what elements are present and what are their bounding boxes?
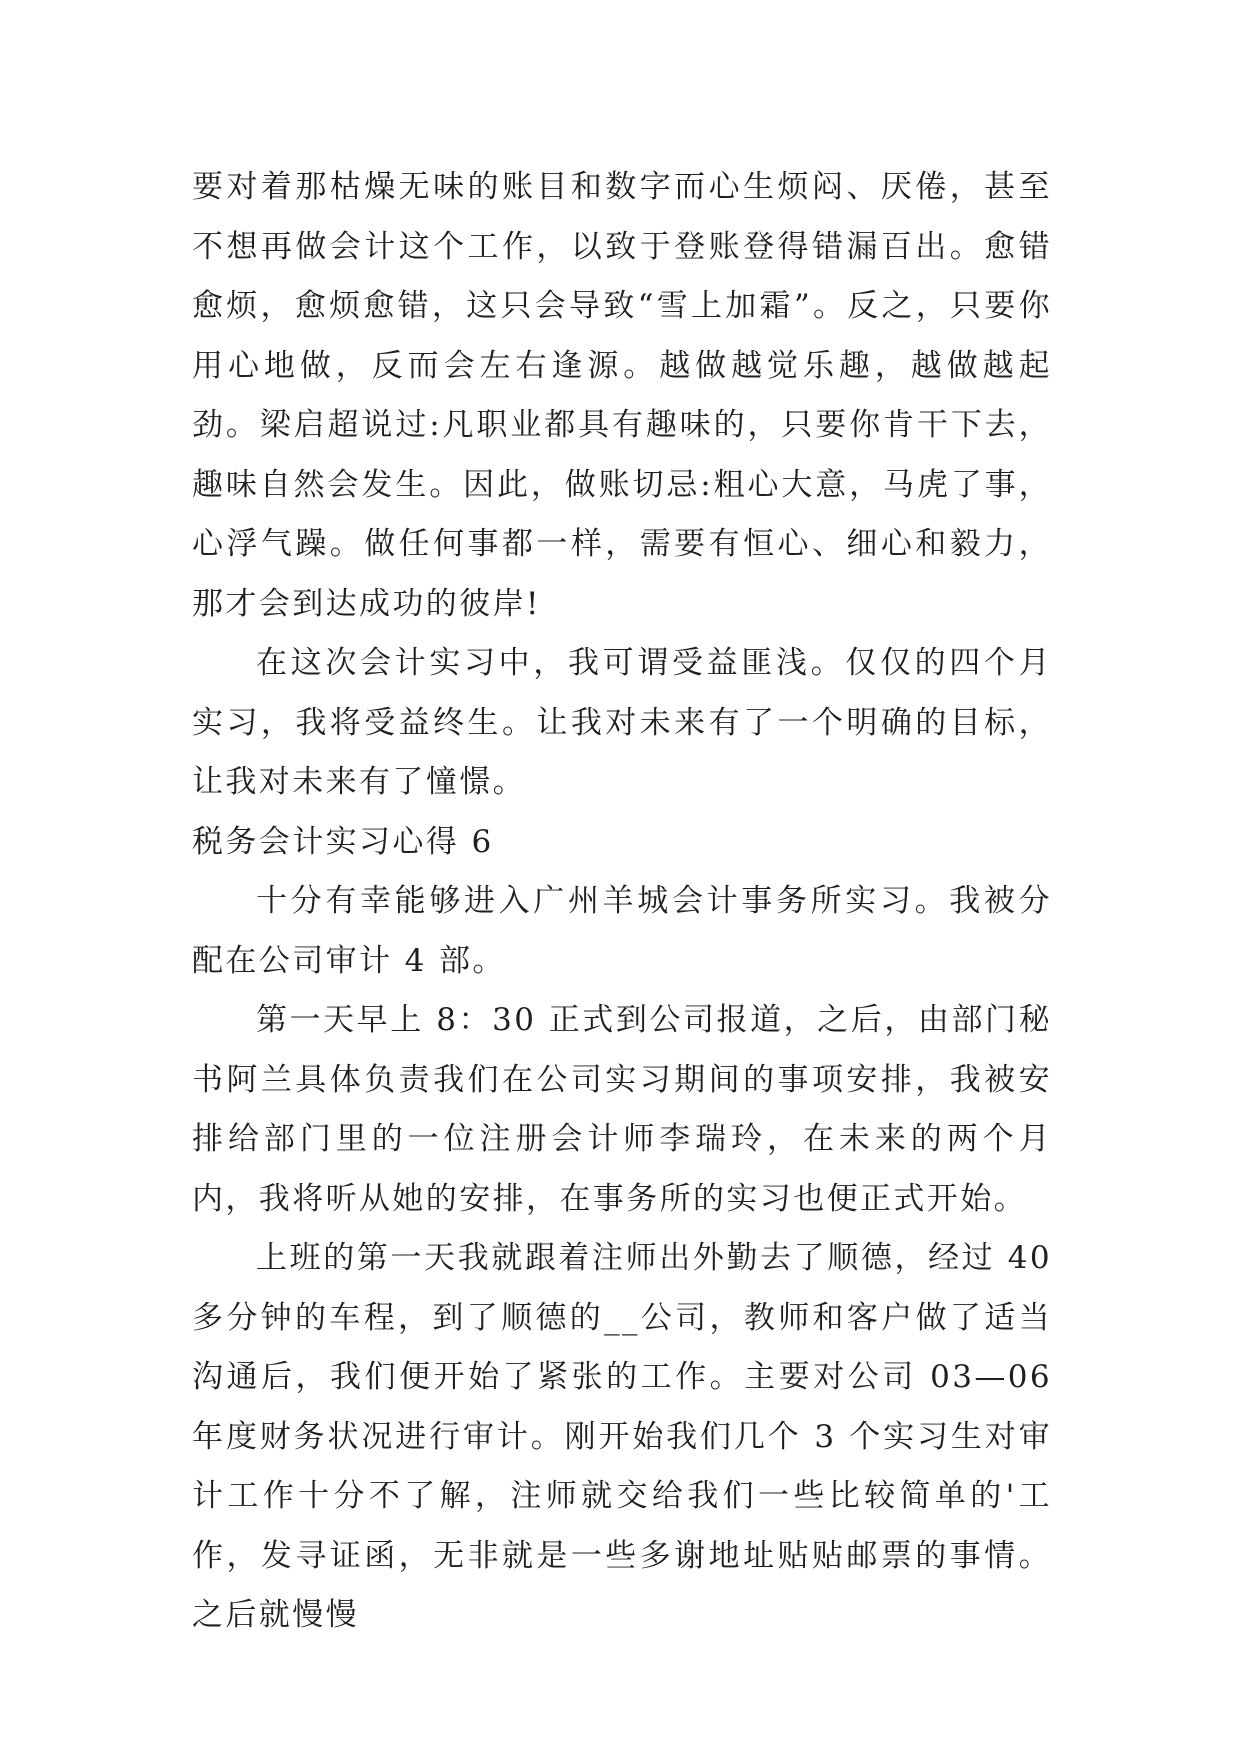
paragraph-4: 第一天早上 8：30 正式到公司报道，之后，由部门秘书阿兰具体负责我们在公司实习期间的事项安排，我被安排给部门里的一位注册会计师李瑞玲，在未来的两个月内，我将听从她的安排，在事务所的实习也便正式开始。 [192, 1002, 1052, 1217]
section-heading: 税务会计实习心得 6 [192, 823, 494, 860]
paragraph-2: 在这次会计实习中，我可谓受益匪浅。仅仅的四个月实习，我将受益终生。让我对未来有了一个明确的目标，让我对未来有了憧憬。 [192, 645, 1052, 800]
paragraph-3: 十分有幸能够进入广州羊城会计事务所实习。我被分配在公司审计 4 部。 [192, 883, 1052, 979]
paragraph-1: 要对着那枯燥无味的账目和数字而心生烦闷、厌倦，甚至不想再做会计这个工作，以致于登账登得错漏百出。愈错愈烦，愈烦愈错，这只会导致“雪上加霜”。反之，只要你用心地做，反而会左右逢源。越做越觉乐趣，越做越起劲。梁启超说过:凡职业都具有趣味的，只要你肯干下去，趣味自然会发生。因此，做账切忌:粗心大意，马虎了事，心浮气躁。做任何事都一样，需要有恒心、细心和毅力，那才会到达成功的彼岸! [192, 169, 1052, 622]
document-page [192, 158, 1052, 1646]
paragraph-5: 上班的第一天我就跟着注师出外勤去了顺德，经过 40 多分钟的车程，到了顺德的__公司，教师和客户做了适当沟通后，我们便开始了紧张的工作。主要对公司 03—06 年度财务状况进行审计。刚开始我们几个 3 个实习生对审计工作十分不了解，注师就交给我们一些比较简单的'工作，发寻证函，无非就是一些多谢地址贴贴邮票的事情。之后就慢慢 [192, 1240, 1052, 1633]
